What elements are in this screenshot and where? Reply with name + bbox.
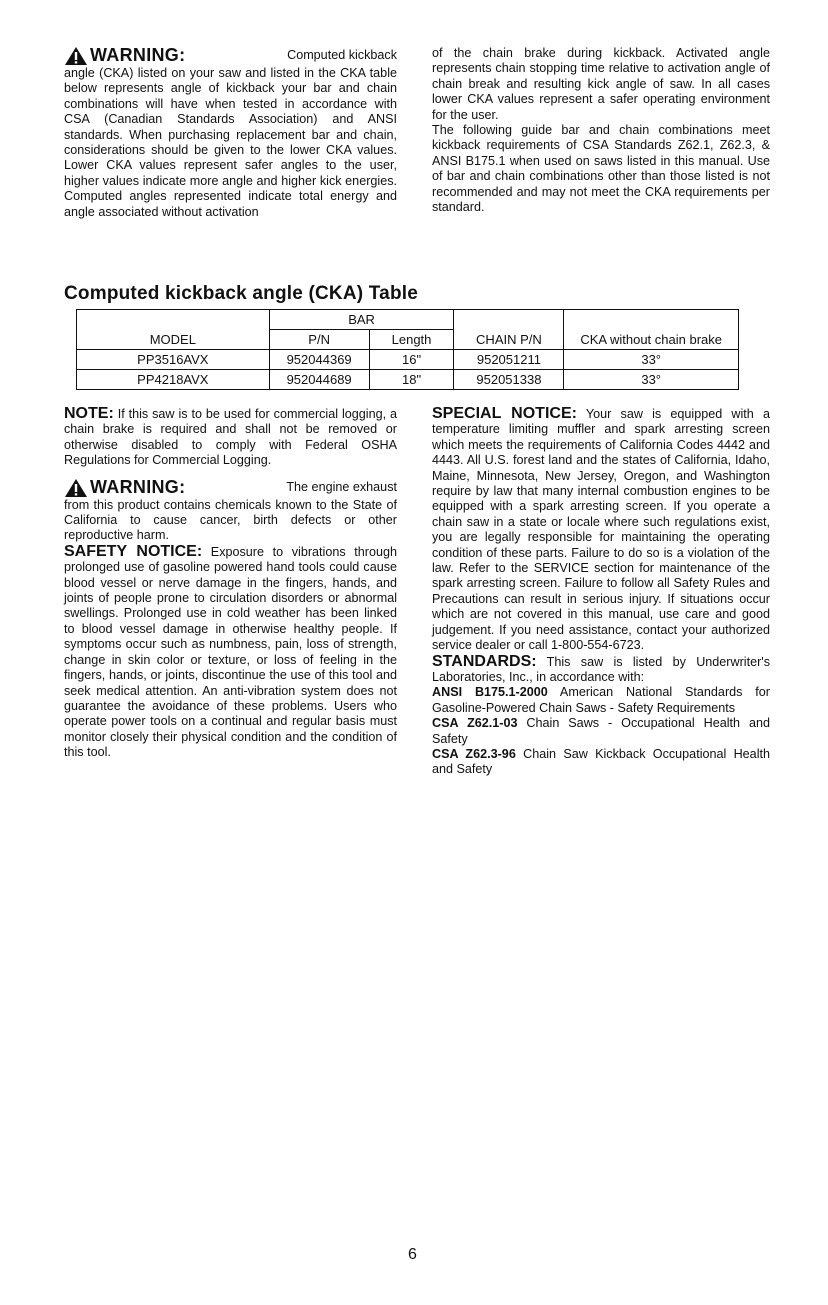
- table-cell: [77, 310, 270, 330]
- warning-label: WARNING:: [90, 476, 186, 497]
- note-label: NOTE:: [64, 405, 114, 422]
- warning-section-cka: [64, 46, 397, 220]
- cell-chain-pn: 952051211: [454, 350, 564, 370]
- special-notice-body: Your saw is equipped with a temperature limiting muffler and spark arresting screen which meets the requirements of California Codes 4442 and 4443. All U.S. forest land and the states of California, Idaho, Maine, Minnesota, New Jersey, Oregon, and Washington require by law that many internal combustion engines to be equipped with a spark arresting screen. If you operate a chain saw in a state or locale where such regulations exist, you are legally responsible for maintaining the operating condition of these parts. Failure to do so is a violation of the law. Refer to the SERVICE section for maintenance of the spark arresting screen. Failure to follow all Safety Rules and Precautions can result in serious injury. If situations occur which are not covered in this manual, use care and good judgement. If you need assistance, contact your authorized service dealer or call 1-800-554-6723.: [432, 407, 770, 653]
- warning-triangle-icon: [64, 478, 88, 498]
- header-bar-pn: P/N: [269, 330, 369, 350]
- right-notices: [432, 406, 770, 778]
- warning-label: WARNING:: [90, 45, 186, 66]
- header-chain-pn: CHAIN P/N: [454, 330, 564, 350]
- standards-paragraph: [432, 654, 770, 686]
- left-notices: [64, 406, 397, 761]
- bar-group-header: BAR: [269, 310, 454, 330]
- table-header-row: [77, 330, 739, 350]
- cell-chain-pn: 952051338: [454, 370, 564, 390]
- standard-code: ANSI B175.1-2000: [432, 685, 548, 700]
- note-body: If this saw is to be used for commercial logging, a chain brake is required and shall not be removed or otherwise disabled to comply with Federal OSHA Regulations for Commercial Logging.: [64, 407, 397, 468]
- cka-explanation-para1: of the chain brake during kickback. Activated angle represents chain stopping time relative to activation angle of chain break and resulting kick angle of saw. In all cases lower CKA values represent a safer operating environment for the user.: [432, 46, 770, 122]
- cka-explanation-para2: The following guide bar and chain combinations meet kickback requirements of CSA Standards Z62.1, Z62.3, & ANSI B175.1 when used on saws listed in this manual. Use of bar and chain combinations other than those listed is not recommended and may not meet the CKA requirements per standard.: [432, 123, 770, 215]
- table-cell: [564, 310, 739, 330]
- standard-item: [432, 685, 770, 716]
- table-group-header-row: [77, 310, 739, 330]
- warning-exhaust-body: from this product contains chemicals known to the State of California to cause cancer, birth defects or other reproductive harm.: [64, 497, 397, 543]
- header-model: MODEL: [77, 330, 270, 350]
- cell-model: PP3516AVX: [77, 350, 270, 370]
- cka-table-title: Computed kickback angle (CKA) Table: [64, 283, 418, 304]
- note-paragraph: [64, 406, 397, 469]
- cell-bar-pn: 952044689: [269, 370, 369, 390]
- header-cka: CKA without chain brake: [564, 330, 739, 350]
- standards-body: This saw is listed by Underwriter's Laboratories, Inc., in accordance with:: [432, 654, 770, 684]
- cell-cka: 33°: [564, 370, 739, 390]
- cell-length: 18": [369, 370, 454, 390]
- standard-text: American National Standards for Gasoline-Powered Chain Saws - Safety Requirements: [432, 685, 770, 715]
- warning-lead-text: The engine exhaust: [286, 479, 397, 494]
- cell-model: PP4218AVX: [77, 370, 270, 390]
- standard-text: Chain Saw Kickback Occupational Health and Safety: [432, 746, 770, 777]
- warning-heading-exhaust: [64, 478, 397, 498]
- header-length: Length: [369, 330, 454, 350]
- page-number: 6: [408, 1246, 417, 1263]
- table-row: [77, 350, 739, 370]
- standard-code: CSA Z62.3-96: [432, 746, 516, 761]
- standard-item: [432, 716, 770, 747]
- table-cell: [454, 310, 564, 330]
- special-notice-paragraph: [432, 406, 770, 654]
- cka-table: [76, 309, 739, 390]
- warning-heading: [64, 46, 397, 66]
- safety-notice-label: SAFETY NOTICE:: [64, 542, 203, 560]
- special-notice-label: SPECIAL NOTICE:: [432, 405, 577, 422]
- warning-triangle-icon: [64, 46, 88, 66]
- standard-item: [432, 747, 770, 778]
- standards-label: STANDARDS:: [432, 652, 537, 670]
- cell-cka: 33°: [564, 350, 739, 370]
- cka-explanation: [432, 46, 770, 215]
- safety-notice-body: Exposure to vibrations through prolonged use of gasoline powered hand tools could cause blood vessel or nerve damage in the fingers, hands, and joints of people prone to circulation disorders or abnormal swellings. Prolonged use in cold weather has been linked to blood vessel damage in otherwise healthy people. If symptoms occur such as numbness, pain, loss of strength, change in skin color or texture, or loss of feeling in the fingers, hands, or joints, discontinue the use of this tool and seek medical attention. An anti-vibration system does not guarantee the avoidance of these problems. Users who operate power tools on a continual and regular basis must monitor closely their physical condition and the condition of this tool.: [64, 544, 397, 760]
- cell-bar-pn: 952044369: [269, 350, 369, 370]
- cell-length: 16": [369, 350, 454, 370]
- table-row: [77, 370, 739, 390]
- warning-body: angle (CKA) listed on your saw and listed in the CKA table below represents angle of kickback your bar and chain combinations will have when tested in accordance with CSA (Canadian Standards Association) and ANSI standards. When purchasing replacement bar and chain, considerations should be given to the lower CKA values. Lower CKA values represent safer angles to the user, higher values indicate more angle and higher kick energies. Computed angles represented indicate total energy and angle associated without activation: [64, 66, 397, 219]
- safety-notice-paragraph: [64, 544, 397, 761]
- standard-text: Chain Saws - Occupational Health and Safety: [432, 716, 770, 746]
- standard-code: CSA Z62.1-03: [432, 716, 518, 731]
- warning-lead-text: Computed kickback: [287, 48, 397, 63]
